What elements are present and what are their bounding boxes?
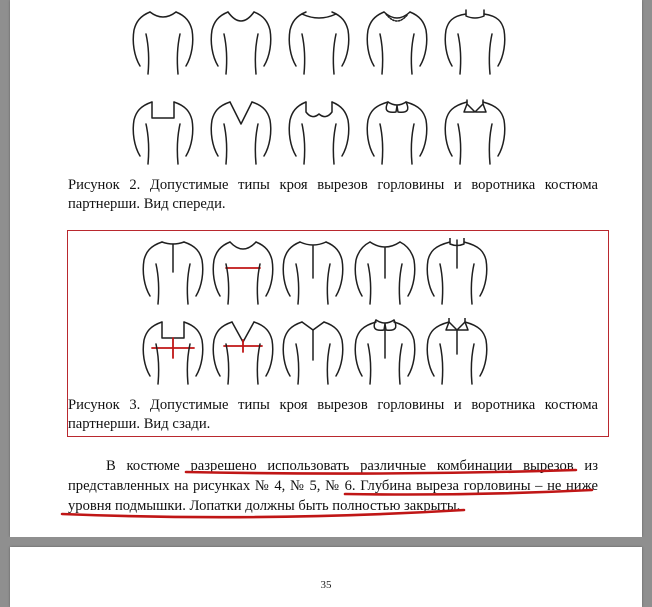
back-round-seam-drawing bbox=[350, 238, 420, 308]
back-v-seam-drawing bbox=[278, 318, 348, 388]
back-zipper-drawing bbox=[138, 238, 208, 308]
document-page-footer bbox=[10, 547, 642, 607]
page-gap bbox=[0, 537, 652, 547]
back-peter-pan-collar-drawing bbox=[350, 318, 420, 388]
neckline-scoop-front-drawing bbox=[206, 8, 276, 78]
figure-3-caption bbox=[68, 396, 598, 434]
body-paragraph bbox=[68, 456, 598, 516]
neckline-sweetheart-front-drawing bbox=[284, 98, 354, 168]
neckline-beaded-front-drawing bbox=[362, 8, 432, 78]
figure-3-caption-line-2: партнерши. Вид сзади. bbox=[68, 416, 211, 432]
neckline-peter-pan-collar-front-drawing bbox=[362, 98, 432, 168]
back-v-red-cross-drawing bbox=[208, 318, 278, 388]
back-square-red-cross-drawing bbox=[138, 318, 208, 388]
paragraph-line-2: представленных на рисунках № 4, № 5, № 6. Глубина выреза горловины – не ниже bbox=[68, 478, 598, 494]
back-open-with-red-line-drawing bbox=[208, 238, 278, 308]
paragraph-line-3: уровня подмышки. Лопатки должны быть полностью закрыты. bbox=[68, 498, 461, 514]
figure-2-caption-line-2: партнерши. Вид спереди. bbox=[68, 196, 226, 212]
figure-2-caption bbox=[68, 176, 598, 214]
neckline-round-front-drawing bbox=[128, 8, 198, 78]
figure-3-caption-line-1: Рисунок 3. Допустимые типы кроя вырезов горловины и воротника костюма bbox=[68, 397, 598, 413]
document-page bbox=[10, 0, 642, 537]
paragraph-line-1: В костюме разрешено использовать различные комбинации вырезов из bbox=[106, 458, 598, 474]
neckline-v-front-drawing bbox=[206, 98, 276, 168]
neckline-square-front-drawing bbox=[128, 98, 198, 168]
back-shirt-collar-drawing bbox=[422, 318, 492, 388]
back-stand-collar-drawing bbox=[422, 238, 492, 308]
neckline-boat-front-drawing bbox=[284, 8, 354, 78]
page-number: 35 bbox=[320, 579, 332, 591]
back-high-seam-drawing bbox=[278, 238, 348, 308]
figure-2-caption-line-1: Рисунок 2. Допустимые типы кроя вырезов горловины и воротника костюма bbox=[68, 177, 598, 193]
neckline-shirt-collar-front-drawing bbox=[440, 98, 510, 168]
neckline-stand-collar-front-drawing bbox=[440, 8, 510, 78]
